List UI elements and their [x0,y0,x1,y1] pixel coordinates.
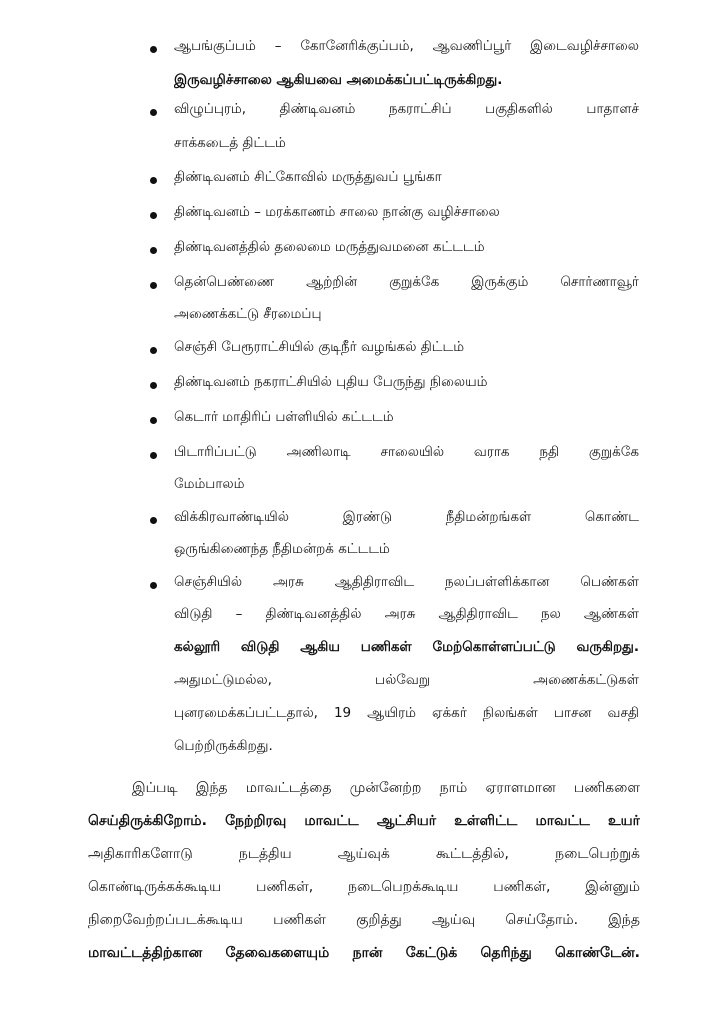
list-item-line: திண்டிவனம் நகராட்சியில் புதிய பேருந்து நிலையம் [174,374,488,390]
list-item-line: கெடார் மாதிரிப் பள்ளியில் கட்டடம் [174,409,394,425]
bullet-dot [150,177,157,184]
list-item-line: பெற்றிருக்கிறது. [174,738,273,754]
list-item-line: பிடாரிப்பட்டு அணிலாடி சாலையில் வராக நதி குறுக்கே [174,444,639,460]
paragraph-line: கொண்டிருக்கக்கூடிய பணிகள், நடைபெறக்கூடிய பணிகள், இன்னும் [88,879,640,895]
paragraph-line: அதிகாரிகளோடு நடத்திய ஆய்வுக் கூட்டத்தில், நடைபெற்றுக் [88,846,640,862]
paragraph-line: இப்படி இந்த மாவட்டத்தை முன்னேற்ற நாம் ஏராளமான பணிகளை [132,780,640,796]
list-item-line: விடுதி – திண்டிவனத்தில் அரசு ஆதிதிராவிட நல ஆண்கள் [174,606,639,622]
bullet-dot [150,582,157,589]
bullet-dot [150,247,157,254]
list-item-line: விழுப்புரம், திண்டிவனம் நகராட்சிப் பகுதிகளில் பாதாளச் [174,101,639,117]
bullet-dot [150,382,157,389]
paragraph-line: செய்திருக்கிறோம். நேற்றிரவு மாவட்ட ஆட்சியர் உள்ளிட்ட மாவட்ட உயர் [88,813,640,829]
list-item-line: கல்லூரி விடுதி ஆகிய பணிகள் மேற்கொள்ளப்பட்டு வருகிறது. [174,639,639,655]
list-item-line: அணைக்கட்டு சீரமைப்பு [174,306,322,322]
list-item-line: சாக்கடைத் திட்டம் [174,135,286,151]
list-item-line: விக்கிரவாண்டியில் இரண்டு நீதிமன்றங்கள் கொண்ட [174,509,639,525]
list-item-line: செஞ்சியில் அரசு ஆதிதிராவிட நலப்பள்ளிக்கான பெண்கள் [174,574,639,590]
bullet-dot [150,282,157,289]
bullet-dot [150,452,157,459]
paragraph-line: மாவட்டத்திற்கான தேவைகளையும் நான் கேட்டுக் தெரிந்து கொண்டேன். [88,945,640,961]
list-item-line: திண்டிவனம் – மரக்காணம் சாலை நான்கு வழிச்சாலை [174,204,500,220]
list-item-line: இருவழிச்சாலை ஆகியவை அமைக்கப்பட்டிருக்கிறது. [174,72,503,88]
list-item-line: திண்டிவனத்தில் தலைமை மருத்துவமனை கட்டடம் [174,239,485,255]
list-item-line: தென்பெண்ணை ஆற்றின் குறுக்கே இருக்கும் சொர்ணாவூர் [174,274,639,290]
list-item-line: மேம்பாலம் [174,476,245,492]
list-item-line: திண்டிவனம் சிட்கோவில் மருத்துவப் பூங்கா [174,169,442,185]
list-item-line: ஆபங்குப்பம் – கோனேரிக்குப்பம், ஆவணிப்பூர் இடைவழிச்சாலை [174,38,639,54]
bullet-dot [150,417,157,424]
list-item-line: புனரமைக்கப்பட்டதால், 19 ஆயிரம் ஏக்கர் நிலங்கள் பாசன வசதி [174,705,639,721]
paragraph-line: நிறைவேற்றப்படக்கூடிய பணிகள் குறித்து ஆய்வு செய்தோம். இந்த [88,912,640,928]
bullet-dot [150,46,157,53]
bullet-dot [150,212,157,219]
bullet-dot [150,109,157,116]
list-item-line: செஞ்சி பேரூராட்சியில் குடிநீர் வழங்கல் திட்டம் [174,339,465,355]
bullet-dot [150,517,157,524]
list-item-line: அதுமட்டுமல்ல, பல்வேறு அணைக்கட்டுகள் [174,672,639,688]
list-item-line: ஒருங்கிணைந்த நீதிமன்றக் கட்டடம் [174,541,390,557]
bullet-dot [150,347,157,354]
